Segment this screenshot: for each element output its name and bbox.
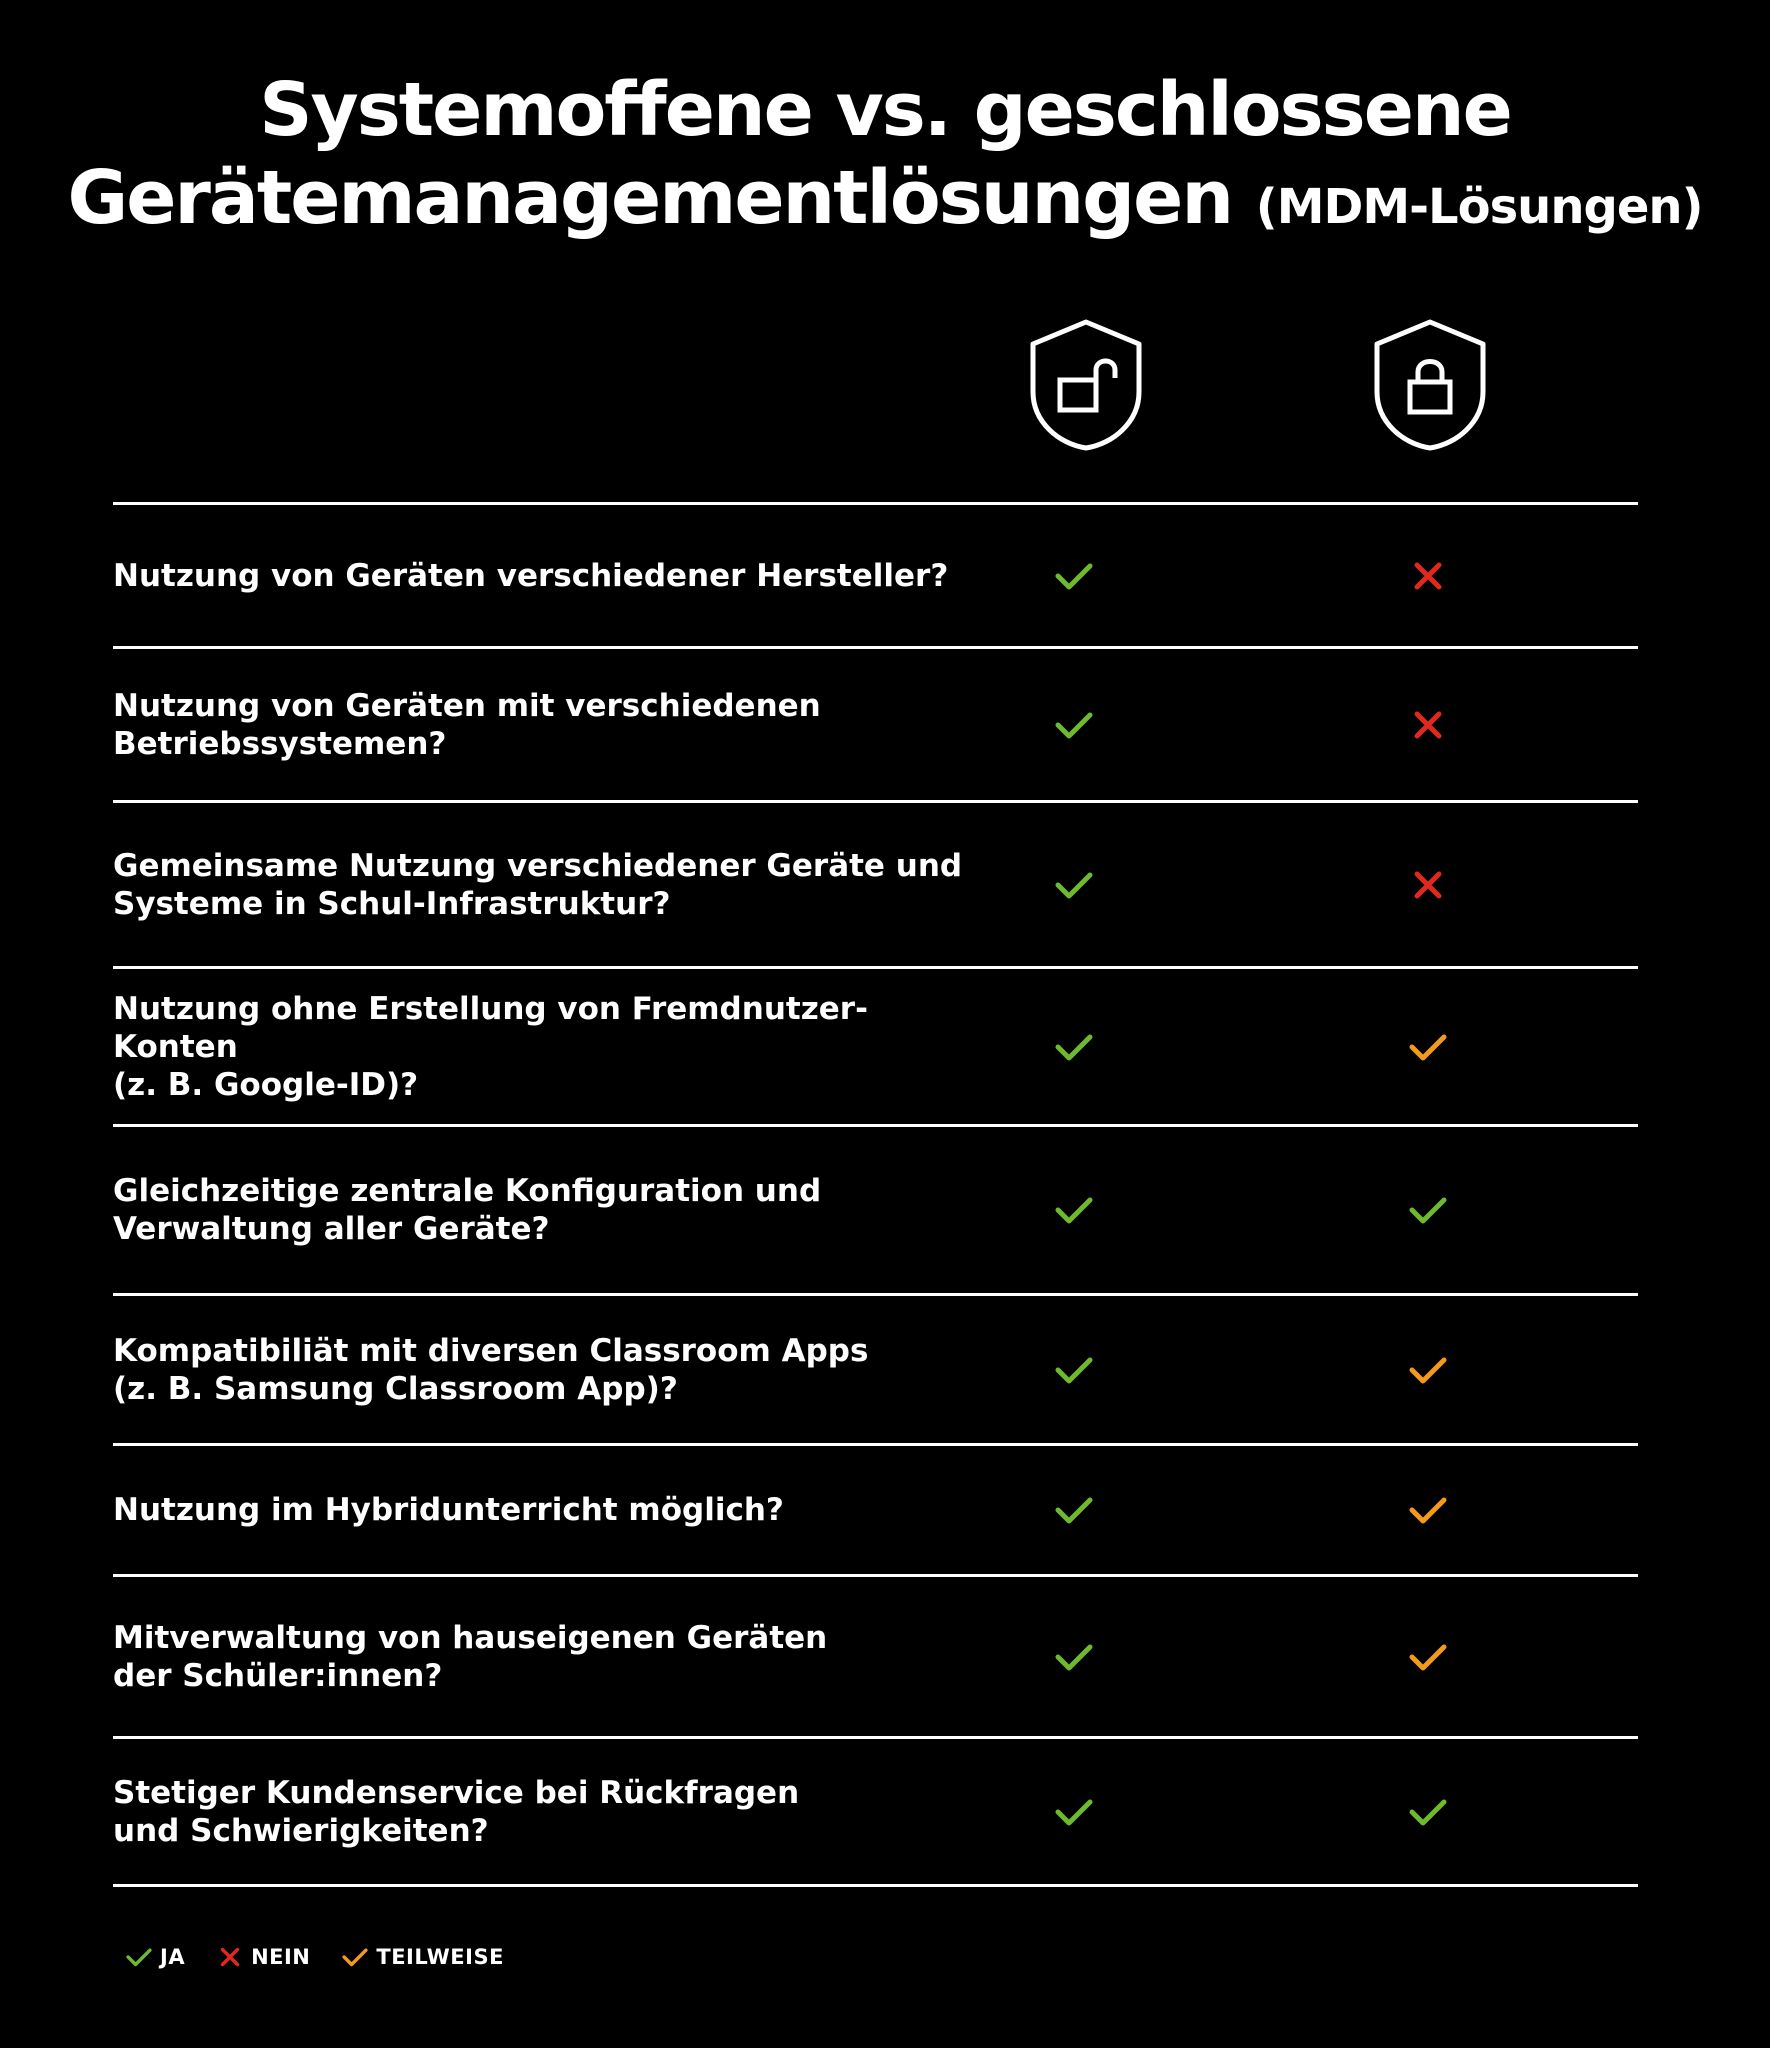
check-icon	[1052, 1635, 1096, 1679]
cross-icon	[1406, 554, 1450, 598]
table-row	[113, 1577, 1638, 1736]
check-icon	[340, 1942, 376, 1972]
cross-icon	[215, 1942, 251, 1972]
row-label: Stetiger Kundenservice bei Rückfragen und Schwierigkeiten?	[113, 1774, 800, 1849]
check-icon	[1406, 1025, 1450, 1069]
check-icon	[1052, 1348, 1096, 1392]
check-icon	[1406, 1635, 1450, 1679]
row-label: Nutzung von Geräten verschiedener Hersteller?	[113, 557, 949, 594]
row-label: Gemeinsame Nutzung verschiedener Geräte und Systeme in Schul-Infrastruktur?	[113, 847, 963, 922]
check-icon	[1052, 1488, 1096, 1532]
table-row	[113, 1739, 1638, 1884]
row-label: Nutzung ohne Erstellung von Fremdnutzer-Konten (z. B. Google-ID)?	[113, 990, 868, 1103]
title-suffix: (MDM-Lösungen)	[1255, 179, 1703, 235]
legend-label-teilweise: TEILWEISE	[376, 1945, 504, 1969]
shield-locked-icon	[1371, 318, 1489, 452]
check-icon	[1406, 1188, 1450, 1232]
title-line-2	[0, 155, 1770, 247]
table-row	[113, 649, 1638, 800]
table-row	[113, 1446, 1638, 1574]
check-icon	[1406, 1348, 1450, 1392]
check-icon	[1406, 1488, 1450, 1532]
row-divider	[113, 1884, 1638, 1887]
table-row	[113, 803, 1638, 966]
cross-icon	[1406, 863, 1450, 907]
legend-label-ja: JA	[160, 1945, 186, 1969]
cross-icon	[1406, 703, 1450, 747]
check-icon	[124, 1942, 160, 1972]
check-icon	[1406, 1790, 1450, 1834]
row-label: Nutzung von Geräten mit verschiedenen Betriebssystemen?	[113, 687, 821, 762]
check-icon	[1052, 1790, 1096, 1834]
check-icon	[1052, 1188, 1096, 1232]
row-label: Kompatibiliät mit diversen Classroom Apps (z. B. Samsung Classroom App)?	[113, 1332, 869, 1407]
legend-item-teilweise	[340, 1942, 504, 1972]
legend	[124, 1940, 534, 1974]
table-row	[113, 505, 1638, 646]
check-icon	[1052, 703, 1096, 747]
legend-item-nein	[215, 1942, 310, 1972]
title-line-1: Systemoffene vs. geschlossene	[259, 67, 1511, 153]
table-row	[113, 969, 1638, 1124]
shield-unlocked-icon	[1027, 318, 1145, 452]
title-main: Gerätemanagementlösungen	[67, 155, 1233, 241]
row-label: Mitverwaltung von hauseigenen Geräten der Schüler:innen?	[113, 1619, 828, 1694]
row-label: Gleichzeitige zentrale Konfiguration und Verwaltung aller Geräte?	[113, 1173, 822, 1247]
legend-item-ja	[124, 1942, 185, 1972]
check-icon	[1052, 863, 1096, 907]
check-icon	[1052, 1025, 1096, 1069]
row-label: Nutzung im Hybridunterricht möglich?	[113, 1492, 784, 1528]
check-icon	[1052, 554, 1096, 598]
page-title	[0, 67, 1770, 247]
table-row	[113, 1127, 1638, 1293]
legend-label-nein: NEIN	[251, 1945, 311, 1969]
table-row	[113, 1296, 1638, 1443]
